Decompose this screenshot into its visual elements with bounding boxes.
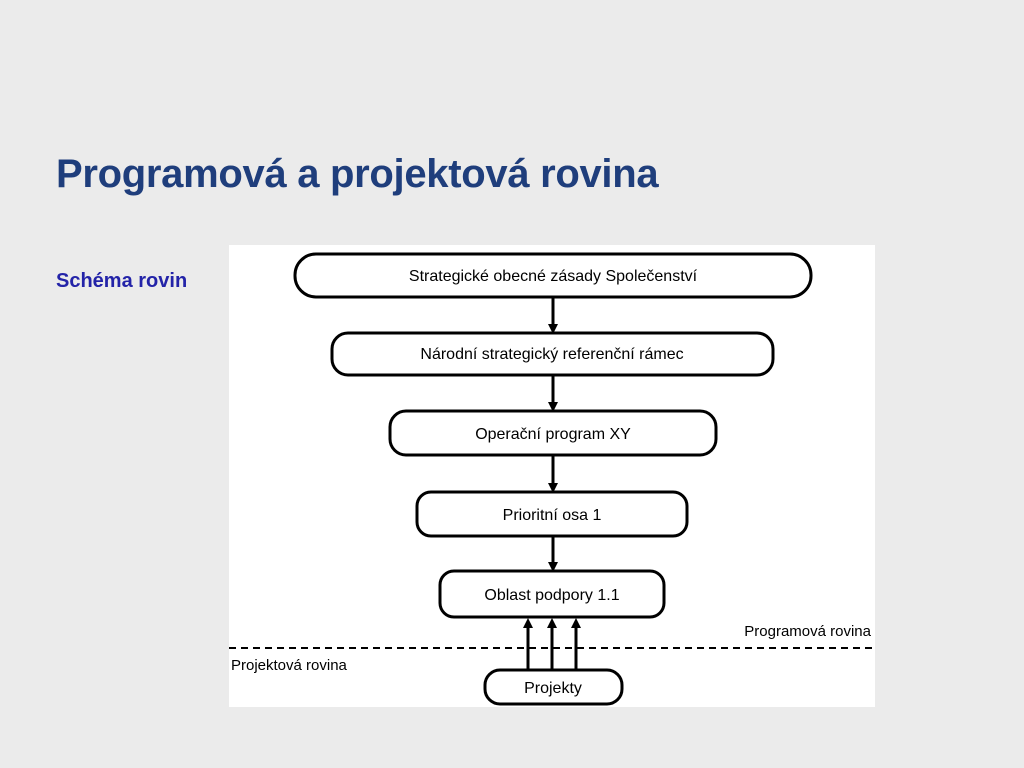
box-strategicke-zasady-label: Strategické obecné zásady Společenství: [408, 268, 698, 285]
box-narodni-ramec: [332, 333, 773, 375]
box-strategicke-zasady: [295, 254, 811, 297]
page-subtitle: Schéma rovin: [56, 270, 188, 292]
zone-label-projektova: Projektová rovina: [231, 657, 347, 674]
box-projekty-label: Projekty: [524, 680, 582, 697]
page-title: Programová a projektová rovina: [56, 152, 659, 196]
hierarchy-diagram: [229, 245, 875, 707]
box-projekty: [485, 670, 622, 704]
hierarchy-diagram-svg: [229, 245, 875, 707]
box-operacni-program-label: Operační program XY: [475, 426, 631, 443]
zone-label-programova: Programová rovina: [744, 623, 871, 640]
box-oblast-podpory: [440, 571, 664, 617]
box-narodni-ramec-label: Národní strategický referenční rámec: [420, 346, 684, 363]
box-operacni-program: [390, 411, 716, 455]
box-oblast-podpory-label: Oblast podpory 1.1: [484, 587, 620, 604]
box-prioritni-osa: [417, 492, 687, 536]
box-prioritni-osa-label: Prioritní osa 1: [502, 507, 602, 524]
